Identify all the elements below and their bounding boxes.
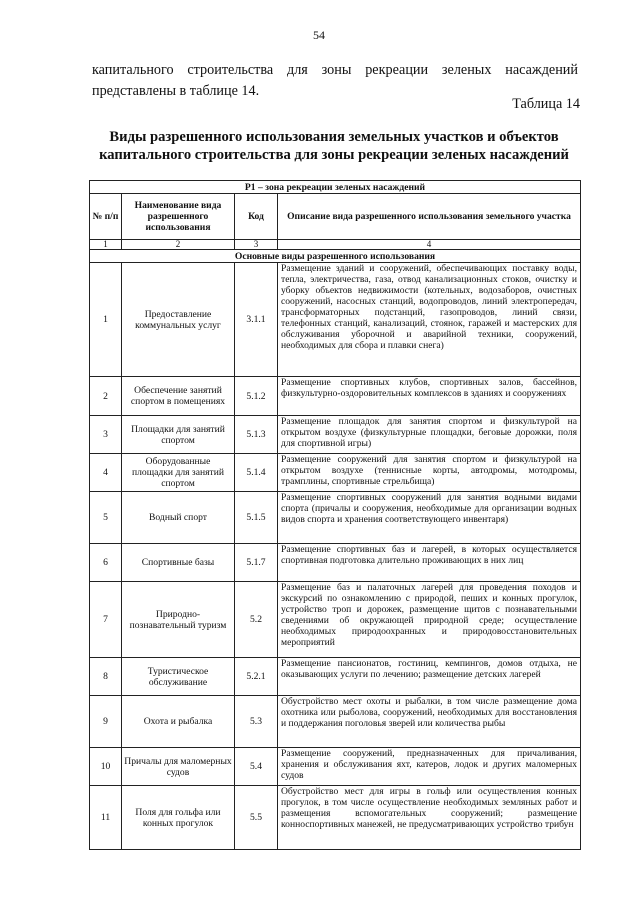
row-number: 11: [90, 786, 122, 850]
table-caption: Таблица 14: [512, 96, 580, 112]
page-number: 54: [313, 28, 325, 42]
column-header-code: Код: [235, 194, 278, 240]
use-type-code: 5.4: [235, 748, 278, 786]
use-type-name: Водный спорт: [122, 492, 235, 544]
use-type-code: 5.1.5: [235, 492, 278, 544]
use-type-code: 5.5: [235, 786, 278, 850]
use-type-name: Площадки для занятий спортом: [122, 416, 235, 454]
table-row: [90, 658, 581, 696]
use-type-name: Оборудованные площадки для занятий спортом: [122, 454, 235, 492]
column-header-description: Описание вида разрешенного использования земельного участка: [278, 194, 581, 240]
row-number: 9: [90, 696, 122, 748]
use-type-code: 5.1.2: [235, 377, 278, 416]
use-type-code: 5.1.7: [235, 544, 278, 582]
use-type-code: 5.1.3: [235, 416, 278, 454]
use-type-description: Обустройство мест для игры в гольф или осуществления конных прогулок, в том числе осуществление необходимых земляных работ и размещения вспомогательных сооружений; размещение конноспортивных манежей, не предусматривающих устройство трибун: [278, 786, 581, 850]
use-type-name: Обеспечение занятий спортом в помещениях: [122, 377, 235, 416]
column-header-name: Наименование вида разрешенного использования: [122, 194, 235, 240]
use-type-description: Размещение площадок для занятия спортом и физкультурой на открытом воздухе (физкультурные площадки, беговые дорожки, поля для спортивной игры): [278, 416, 581, 454]
column-header-number: № п/п: [90, 194, 122, 240]
use-type-code: 5.1.4: [235, 454, 278, 492]
use-type-name: Охота и рыбалка: [122, 696, 235, 748]
use-type-code: 3.1.1: [235, 263, 278, 377]
intro-paragraph: капитального строительства для зоны рекреации зеленых насаждений представлены в таблице 14.: [92, 62, 578, 99]
column-index: 2: [122, 240, 235, 250]
use-type-description: Размещение спортивных клубов, спортивных залов, бассейнов, физкультурно-оздоровительных комплексов в зданиях и сооружениях: [278, 377, 581, 416]
use-type-name: Предоставление коммунальных услуг: [122, 263, 235, 377]
table-row: [90, 263, 581, 377]
table-row: [90, 377, 581, 416]
use-type-description: Размещение зданий и сооружений, обеспечивающих поставку воды, тепла, электричества, газа, отвод канализационных стоков, очистку и уборку объектов недвижимости (котельных, водозаборов, очистных сооружений, насосных станций, водопроводов, линий электропередач, трансформаторных подстанций, газопроводов, линий связи, телефонных станций, канализаций, стоянок, гаражей и мастерских для обслуживания уборочной и аварийной техники, сооружений, необходимых для сбора и плавки снега): [278, 263, 581, 377]
section-header: Основные виды разрешенного использования: [90, 250, 581, 263]
column-index: 3: [235, 240, 278, 250]
row-number: 1: [90, 263, 122, 377]
row-number: 6: [90, 544, 122, 582]
use-type-name: Поля для гольфа или конных прогулок: [122, 786, 235, 850]
row-number: 2: [90, 377, 122, 416]
table-row: [90, 454, 581, 492]
table-row: [90, 492, 581, 544]
land-use-table-container: [89, 180, 580, 850]
row-number: 7: [90, 582, 122, 658]
use-type-name: Причалы для маломерных судов: [122, 748, 235, 786]
row-number: 3: [90, 416, 122, 454]
use-type-description: Размещение сооружений для занятия спортом и физкультурой на открытом воздухе (теннисные корты, автодромы, мотодромы, трамплины, спортивные стрельбища): [278, 454, 581, 492]
table-row: [90, 748, 581, 786]
use-type-name: Туристическое обслуживание: [122, 658, 235, 696]
zone-header: Р1 – зона рекреации зеленых насаждений: [90, 181, 581, 194]
use-type-name: Спортивные базы: [122, 544, 235, 582]
row-number: 4: [90, 454, 122, 492]
use-type-description: Обустройство мест охоты и рыбалки, в том числе размещение дома охотника или рыболова, сооружений, необходимых для восстановления и поддержания поголовья зверей или количества рыбы: [278, 696, 581, 748]
use-type-name: Природно-познавательный туризм: [122, 582, 235, 658]
row-number: 5: [90, 492, 122, 544]
table-title: Виды разрешенного использования земельных участков и объектов капитального строительства для зоны рекреации зеленых насаждений: [99, 129, 569, 163]
use-type-code: 5.2.1: [235, 658, 278, 696]
table-row: [90, 786, 581, 850]
column-index: 1: [90, 240, 122, 250]
use-type-code: 5.3: [235, 696, 278, 748]
table-row: [90, 544, 581, 582]
land-use-table: [89, 180, 581, 850]
use-type-description: Размещение баз и палаточных лагерей для проведения походов и экскурсий по ознакомлению с природой, пеших и конных прогулок, устройство троп и дорожек, размещение щитов с познавательными сведениями об окружающей природной среде; осуществление необходимых природоохранных и природовосстановительных мероприятий: [278, 582, 581, 658]
column-index: 4: [278, 240, 581, 250]
use-type-description: Размещение пансионатов, гостиниц, кемпингов, домов отдыха, не оказывающих услуги по лечению; размещение детских лагерей: [278, 658, 581, 696]
use-type-description: Размещение спортивных баз и лагерей, в которых осуществляется спортивная подготовка длительно проживающих в них лиц: [278, 544, 581, 582]
row-number: 10: [90, 748, 122, 786]
row-number: 8: [90, 658, 122, 696]
use-type-code: 5.2: [235, 582, 278, 658]
table-row: [90, 416, 581, 454]
table-row: [90, 696, 581, 748]
use-type-description: Размещение спортивных сооружений для занятия водными видами спорта (причалы и сооружения, необходимые для организации водных видов спорта и хранения соответствующего инвентаря): [278, 492, 581, 544]
use-type-description: Размещение сооружений, предназначенных для причаливания, хранения и обслуживания яхт, катеров, лодок и других маломерных судов: [278, 748, 581, 786]
table-row: [90, 582, 581, 658]
